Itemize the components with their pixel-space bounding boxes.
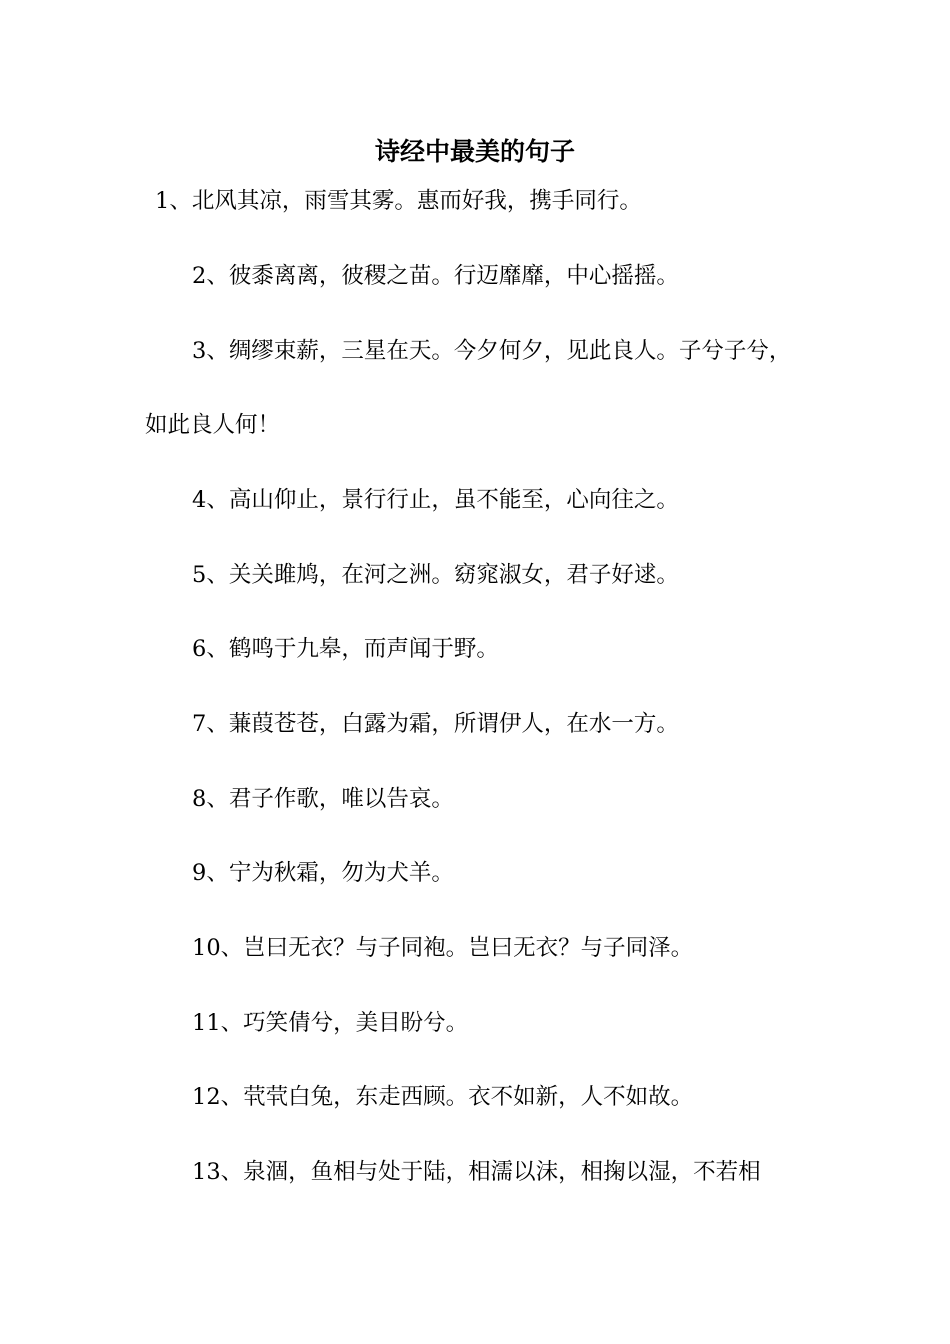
text-line-9: 9、宁为秋霜，勿为犬羊。 (192, 860, 454, 886)
text-line-6: 6、鹤鸣于九皋，而声闻于野。 (192, 636, 499, 662)
text-line-12: 12、茕茕白兔，东走西顾。衣不如新，人不如故。 (192, 1084, 694, 1110)
text-line-8: 8、君子作歌，唯以告哀。 (192, 786, 454, 812)
text-line-2: 2、彼黍离离，彼稷之苗。行迈靡靡，中心摇摇。 (192, 263, 679, 289)
text-line-4: 4、高山仰止，景行行止，虽不能至，心向往之。 (192, 487, 679, 513)
text-line-3-continued: 如此良人何！ (145, 412, 281, 438)
text-line-7: 7、蒹葭苍苍，白露为霜，所谓伊人，在水一方。 (192, 711, 679, 737)
text-line-3: 3、绸缪束薪，三星在天。今夕何夕，见此良人。子兮子兮， (192, 338, 792, 364)
text-line-13: 13、泉涸，鱼相与处于陆，相濡以沫，相掬以湿，不若相 (192, 1159, 761, 1185)
text-line-5: 5、关关雎鸠，在河之洲。窈窕淑女，君子好逑。 (192, 562, 679, 588)
text-line-10: 10、岂曰无衣？与子同袍。岂曰无衣？与子同泽。 (192, 935, 694, 961)
text-line-11: 11、巧笑倩兮，美目盼兮。 (192, 1010, 469, 1036)
text-line-1: 1、北风其凉，雨雪其雾。惠而好我，携手同行。 (155, 188, 642, 214)
page-title: 诗经中最美的句子 (374, 137, 575, 166)
